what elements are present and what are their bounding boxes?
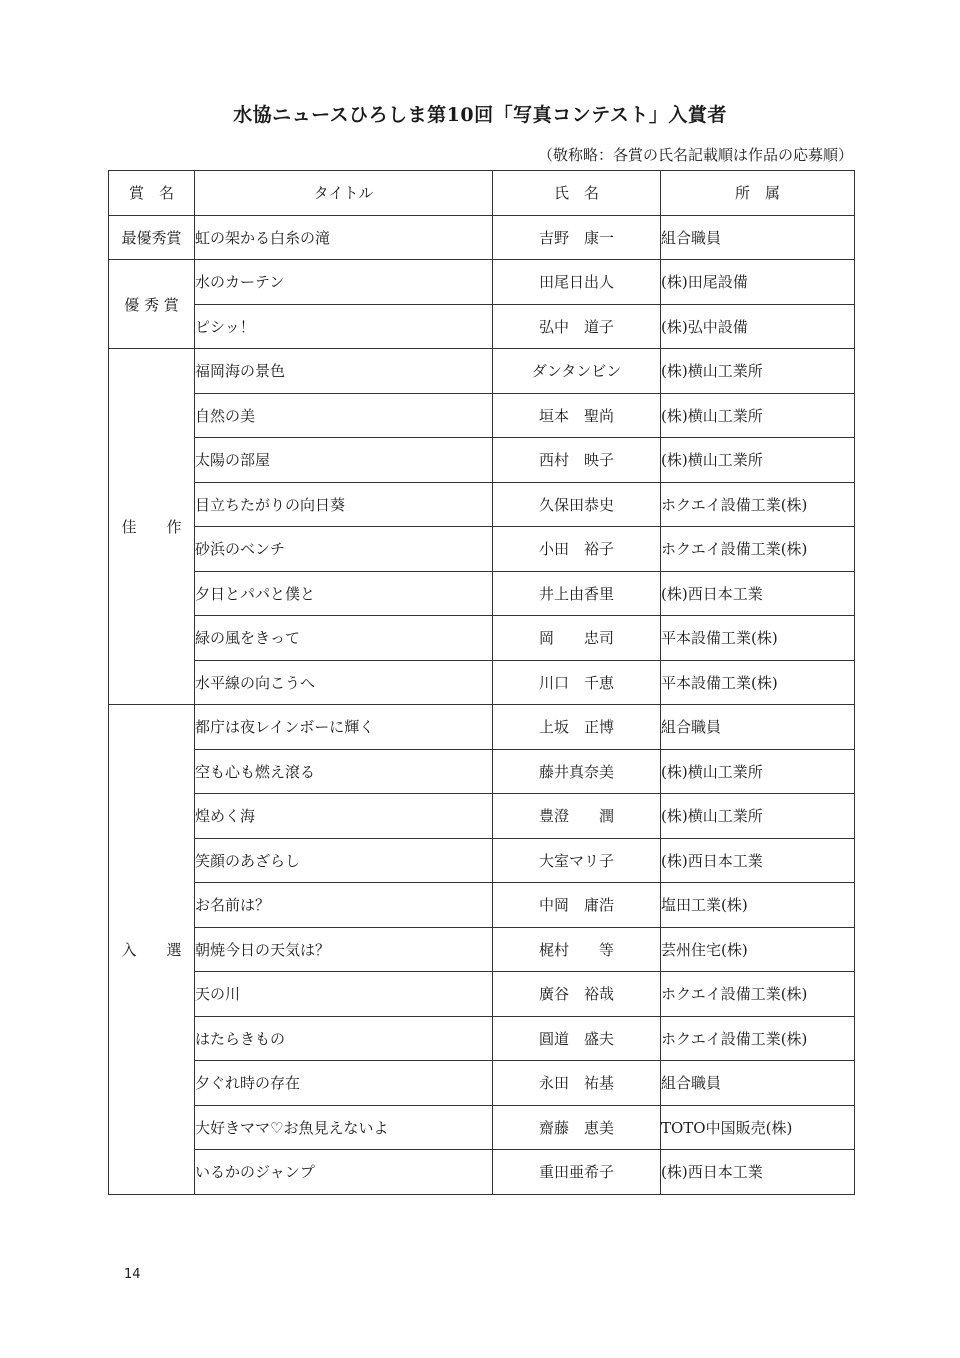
entrant-affiliation: ホクエイ設備工業(株) [661, 1016, 855, 1061]
entrant-affiliation: (株)西日本工業 [661, 1150, 855, 1195]
entrant-name: 大室マリ子 [493, 838, 661, 883]
entrant-affiliation: 組合職員 [661, 1061, 855, 1106]
entrant-affiliation: (株)横山工業所 [661, 749, 855, 794]
table-row [109, 794, 855, 839]
entrant-name: 西村 映子 [493, 438, 661, 483]
ordering-note: （敬称略：各賞の氏名記載順は作品の応募順） [537, 146, 853, 164]
entrant-name: 圓道 盛夫 [493, 1016, 661, 1061]
entrant-affiliation: 平本設備工業(株) [661, 660, 855, 705]
entrant-name: ダンタンビン [493, 349, 661, 394]
entrant-name: 岡 忠司 [493, 616, 661, 661]
entrant-name: 吉野 康一 [493, 215, 661, 260]
photo-title: 夕ぐれ時の存在 [195, 1061, 493, 1106]
award-category: 入 選 [109, 705, 195, 1195]
entrant-name: 弘中 道子 [493, 304, 661, 349]
table-row [109, 749, 855, 794]
entrant-affiliation: (株)田尾設備 [661, 260, 855, 305]
table-row [109, 1150, 855, 1195]
entrant-name: 藤井真奈美 [493, 749, 661, 794]
entrant-affiliation: (株)弘中設備 [661, 304, 855, 349]
table-row [109, 1105, 855, 1150]
entrant-affiliation: ホクエイ設備工業(株) [661, 972, 855, 1017]
photo-title: 笑顔のあざらし [195, 838, 493, 883]
photo-title: 福岡海の景色 [195, 349, 493, 394]
table-row [109, 571, 855, 616]
table-row [109, 1016, 855, 1061]
table-row [109, 260, 855, 305]
table-row [109, 215, 855, 260]
photo-title: 夕日とパパと僕と [195, 571, 493, 616]
table-row [109, 349, 855, 394]
photo-title: 天の川 [195, 972, 493, 1017]
award-category: 優 秀 賞 [109, 260, 195, 349]
entrant-affiliation: TOTO中国販売(株) [661, 1105, 855, 1150]
table-row [109, 838, 855, 883]
entrant-name: 齋藤 恵美 [493, 1105, 661, 1150]
entrant-name: 井上由香里 [493, 571, 661, 616]
header-name: 氏 名 [493, 171, 661, 216]
table-row [109, 705, 855, 750]
entrant-affiliation: (株)横山工業所 [661, 349, 855, 394]
entrant-affiliation: (株)西日本工業 [661, 838, 855, 883]
entrant-affiliation: ホクエイ設備工業(株) [661, 527, 855, 572]
entrant-name: 田尾日出人 [493, 260, 661, 305]
photo-title: 目立ちたがりの向日葵 [195, 482, 493, 527]
table-row [109, 1061, 855, 1106]
photo-title: 大好きママ♡お魚見えないよ [195, 1105, 493, 1150]
photo-title: 都庁は夜レインボーに輝く [195, 705, 493, 750]
photo-title: はたらきもの [195, 1016, 493, 1061]
entrant-affiliation: (株)横山工業所 [661, 393, 855, 438]
photo-title: 朝焼今日の天気は？ [195, 927, 493, 972]
entrant-name: 上坂 正博 [493, 705, 661, 750]
photo-title: お名前は？ [195, 883, 493, 928]
page-title: 水協ニュースひろしま第10回「写真コンテスト」入賞者 [233, 104, 727, 126]
table-row [109, 527, 855, 572]
entrant-affiliation: 組合職員 [661, 215, 855, 260]
entrant-name: 中岡 庸浩 [493, 883, 661, 928]
photo-title: 煌めく海 [195, 794, 493, 839]
photo-title: 緑の風をきって [195, 616, 493, 661]
header-row [109, 171, 855, 216]
entrant-name: 廣谷 裕哉 [493, 972, 661, 1017]
award-category: 佳 作 [109, 349, 195, 705]
table-row [109, 660, 855, 705]
entrant-name: 小田 裕子 [493, 527, 661, 572]
table-row [109, 972, 855, 1017]
entrant-affiliation: 塩田工業(株) [661, 883, 855, 928]
page-number: 14 [124, 1267, 141, 1282]
table-row [109, 616, 855, 661]
entrant-affiliation: (株)横山工業所 [661, 438, 855, 483]
entrant-name: 豊澄 潤 [493, 794, 661, 839]
table-row [109, 883, 855, 928]
header-affiliation: 所 属 [661, 171, 855, 216]
award-category: 最優秀賞 [109, 215, 195, 260]
photo-title: 水のカーテン [195, 260, 493, 305]
photo-title: 虹の架かる白糸の滝 [195, 215, 493, 260]
photo-title: ピシッ！ [195, 304, 493, 349]
table-row [109, 438, 855, 483]
header-title: タイトル [195, 171, 493, 216]
header-award: 賞 名 [109, 171, 195, 216]
entrant-affiliation: 組合職員 [661, 705, 855, 750]
table-row [109, 304, 855, 349]
photo-title: 水平線の向こうへ [195, 660, 493, 705]
photo-title: 空も心も燃え滾る [195, 749, 493, 794]
entrant-affiliation: 平本設備工業(株) [661, 616, 855, 661]
photo-title: 太陽の部屋 [195, 438, 493, 483]
entrant-name: 川口 千恵 [493, 660, 661, 705]
entrant-affiliation: ホクエイ設備工業(株) [661, 482, 855, 527]
awards-table [108, 170, 855, 1195]
awards-body [109, 215, 855, 1194]
table-row [109, 927, 855, 972]
entrant-name: 梶村 等 [493, 927, 661, 972]
table-row [109, 393, 855, 438]
entrant-name: 垣本 聖尚 [493, 393, 661, 438]
entrant-name: 永田 祐基 [493, 1061, 661, 1106]
photo-title: 自然の美 [195, 393, 493, 438]
entrant-affiliation: 芸州住宅(株) [661, 927, 855, 972]
photo-title: いるかのジャンプ [195, 1150, 493, 1195]
entrant-affiliation: (株)西日本工業 [661, 571, 855, 616]
photo-title: 砂浜のベンチ [195, 527, 493, 572]
entrant-name: 重田亜希子 [493, 1150, 661, 1195]
table-row [109, 482, 855, 527]
entrant-name: 久保田恭史 [493, 482, 661, 527]
entrant-affiliation: (株)横山工業所 [661, 794, 855, 839]
